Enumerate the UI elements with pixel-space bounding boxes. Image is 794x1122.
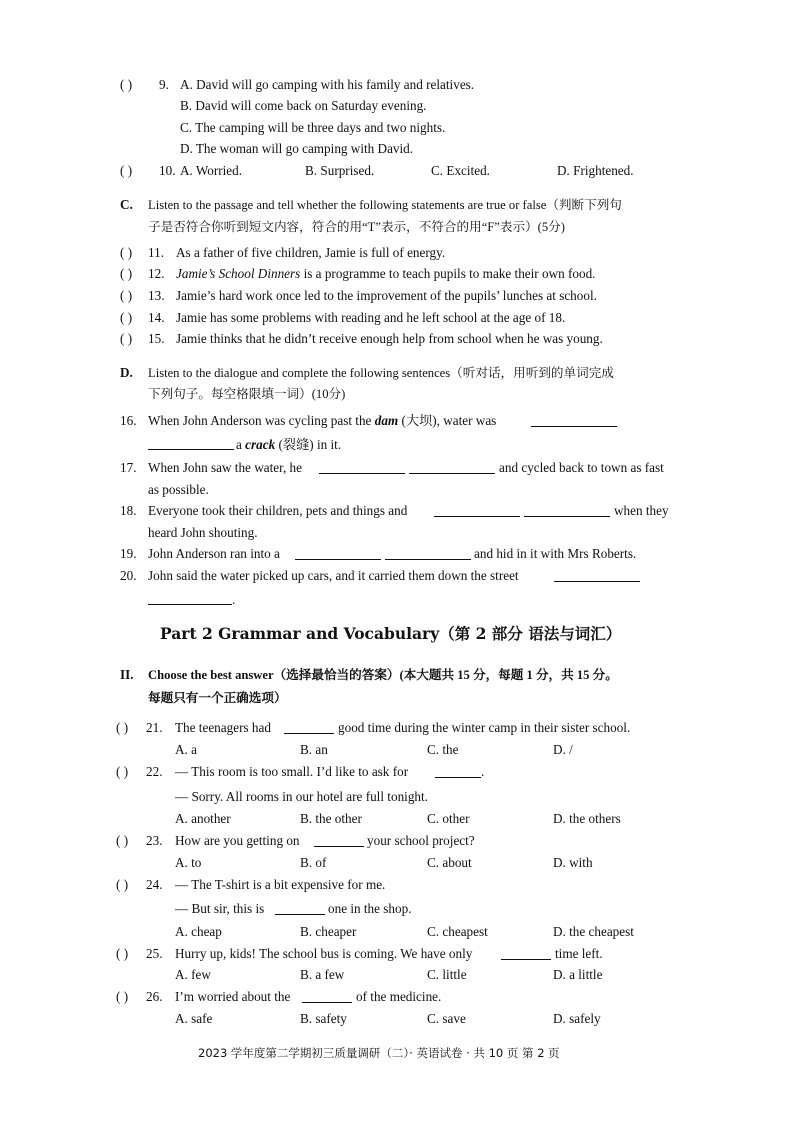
- question-number: 10.: [159, 163, 176, 178]
- statement-text: Jamie’s hard work once led to the improvement of the pupils’ lunches at school.: [176, 288, 597, 303]
- question-text: and hid in it with Mrs Roberts.: [474, 546, 637, 561]
- answer-paren[interactable]: ( ): [116, 833, 129, 848]
- question-number: 19.: [120, 546, 137, 561]
- question-number: 22.: [146, 764, 163, 779]
- option-a: A. Worried.: [180, 163, 243, 178]
- option-b: B. an: [300, 742, 328, 757]
- answer-paren[interactable]: ( ): [116, 989, 129, 1004]
- question-text: heard John shouting.: [148, 525, 258, 540]
- question-text: and cycled back to town as fast: [499, 460, 664, 475]
- question-text: — But sir, this is: [175, 901, 265, 916]
- option-d: D. The woman will go camping with David.: [180, 141, 414, 156]
- option-b: B. safety: [300, 1011, 347, 1026]
- question-text: I’m worried about the: [175, 989, 291, 1004]
- answer-paren[interactable]: ( ): [120, 310, 133, 325]
- answer-blank[interactable]: [314, 834, 364, 847]
- option-b: B. David will come back on Saturday evening.: [180, 98, 427, 113]
- option-c: C. Excited.: [431, 163, 490, 178]
- question-text: When John saw the water, he: [148, 460, 303, 475]
- answer-blank[interactable]: [524, 504, 610, 517]
- answer-paren[interactable]: ( ): [120, 331, 133, 346]
- question-text: your school project?: [367, 833, 475, 848]
- answer-blank[interactable]: [501, 947, 551, 960]
- part-title: Part 2 Grammar and Vocabulary（第 2 部分 语法与词汇）: [160, 624, 622, 643]
- text-part: (大坝), water was: [398, 413, 497, 428]
- option-d: D. with: [553, 855, 593, 870]
- question-number: 18.: [120, 503, 137, 518]
- text-part: (裂缝) in it.: [275, 437, 342, 452]
- question-text: .: [481, 764, 485, 779]
- answer-blank[interactable]: [148, 592, 232, 605]
- question-text: good time during the winter camp in their sister school.: [338, 720, 631, 735]
- question-number: 12.: [148, 266, 165, 281]
- question-text: How are you getting on: [175, 833, 300, 848]
- question-text: Hurry up, kids! The school bus is coming. We have only: [175, 946, 473, 961]
- option-a: A. a: [175, 742, 197, 757]
- section-instructions: 下列句子。每空格限填一词）(10分): [148, 387, 346, 401]
- question-number: 11.: [148, 245, 164, 260]
- option-d: D. Frightened.: [557, 163, 634, 178]
- option-b: B. of: [300, 855, 327, 870]
- answer-blank[interactable]: [295, 547, 381, 560]
- statement-text: [176, 266, 595, 282]
- statement-rest: is a programme to teach pupils to make their own food.: [300, 266, 596, 281]
- answer-blank[interactable]: [409, 461, 495, 474]
- question-text: — Sorry. All rooms in our hotel are full tonight.: [175, 789, 428, 804]
- statement-text: Jamie thinks that he didn’t receive enough help from school when he was young.: [176, 331, 603, 346]
- text-part: When John Anderson was cycling past the: [148, 413, 375, 428]
- answer-blank[interactable]: [284, 721, 334, 734]
- text-part: a: [236, 437, 246, 452]
- option-c: C. the: [427, 742, 459, 757]
- question-text: [236, 437, 341, 453]
- answer-paren[interactable]: ( ): [116, 764, 129, 779]
- question-text: when they: [614, 503, 669, 518]
- page-footer: 2023 学年度第二学期初三质量调研（二）· 英语试卷 · 共 10 页 第 2 页: [198, 1046, 560, 1060]
- answer-blank[interactable]: [435, 765, 481, 778]
- option-c: C. little: [427, 967, 467, 982]
- question-number: 16.: [120, 413, 137, 428]
- answer-blank[interactable]: [385, 547, 471, 560]
- section-instructions: Choose the best answer（选择最恰当的答案）(本大题共 15 分，每题 1 分，共 15 分。: [148, 668, 618, 682]
- question-text: of the medicine.: [356, 989, 442, 1004]
- section-label: D.: [120, 365, 133, 380]
- answer-blank[interactable]: [275, 902, 325, 915]
- programme-title: Jamie’s School Dinners: [176, 266, 301, 281]
- statement-text: As a father of five children, Jamie is full of energy.: [176, 245, 446, 260]
- answer-blank[interactable]: [148, 437, 234, 450]
- answer-paren[interactable]: ( ): [120, 163, 133, 178]
- question-text: .: [232, 592, 236, 607]
- question-number: 26.: [146, 989, 163, 1004]
- option-b: B. the other: [300, 811, 362, 826]
- question-number: 25.: [146, 946, 163, 961]
- answer-paren[interactable]: ( ): [116, 720, 129, 735]
- key-word: dam: [374, 413, 399, 428]
- question-text: The teenagers had: [175, 720, 271, 735]
- question-text: Everyone took their children, pets and things and: [148, 503, 408, 518]
- key-word: crack: [245, 437, 276, 452]
- option-a: A. David will go camping with his family and relatives.: [180, 77, 475, 92]
- option-a: A. another: [175, 811, 231, 826]
- option-b: B. a few: [300, 967, 345, 982]
- option-c: C. The camping will be three days and two nights.: [180, 120, 446, 135]
- option-c: C. save: [427, 1011, 466, 1026]
- answer-blank[interactable]: [434, 504, 520, 517]
- question-number: 15.: [148, 331, 165, 346]
- option-a: A. to: [175, 855, 202, 870]
- answer-paren[interactable]: ( ): [116, 946, 129, 961]
- option-b: B. Surprised.: [305, 163, 375, 178]
- section-label: II.: [120, 667, 134, 682]
- answer-blank[interactable]: [554, 569, 640, 582]
- option-d: D. safely: [553, 1011, 601, 1026]
- question-text: John said the water picked up cars, and it carried them down the street: [148, 568, 519, 583]
- section-instructions: 每题只有一个正确选项）: [148, 691, 287, 705]
- option-c: C. cheapest: [427, 924, 488, 939]
- option-d: D. the cheapest: [553, 924, 634, 939]
- question-number: 17.: [120, 460, 137, 475]
- section-instructions: 子是否符合你听到短文内容，符合的用“T”表示，不符合的用“F”表示）(5分): [148, 220, 565, 234]
- option-d: D. /: [553, 742, 573, 757]
- option-a: A. few: [175, 967, 211, 982]
- question-number: 24.: [146, 877, 163, 892]
- option-a: A. cheap: [175, 924, 222, 939]
- answer-paren[interactable]: ( ): [120, 266, 133, 281]
- answer-blank[interactable]: [531, 414, 617, 427]
- question-text: one in the shop.: [328, 901, 412, 916]
- answer-blank[interactable]: [302, 990, 352, 1003]
- section-label: C.: [120, 197, 133, 212]
- section-instructions: Listen to the passage and tell whether the following statements are true or false（判断下列句: [148, 198, 622, 212]
- question-number: 13.: [148, 288, 165, 303]
- answer-paren[interactable]: ( ): [120, 288, 133, 303]
- option-d: D. a little: [553, 967, 603, 982]
- question-text: time left.: [555, 946, 603, 961]
- answer-paren[interactable]: ( ): [120, 77, 133, 92]
- question-number: 9.: [159, 77, 169, 92]
- option-a: A. safe: [175, 1011, 213, 1026]
- question-text: John Anderson ran into a: [148, 546, 280, 561]
- option-b: B. cheaper: [300, 924, 357, 939]
- question-text: — The T-shirt is a bit expensive for me.: [175, 877, 386, 892]
- option-c: C. about: [427, 855, 472, 870]
- statement-text: Jamie has some problems with reading and he left school at the age of 18.: [176, 310, 566, 325]
- question-number: 23.: [146, 833, 163, 848]
- question-text: — This room is too small. I’d like to ask for: [175, 764, 409, 779]
- question-number: 21.: [146, 720, 163, 735]
- answer-blank[interactable]: [319, 461, 405, 474]
- question-text: as possible.: [148, 482, 209, 497]
- answer-paren[interactable]: ( ): [116, 877, 129, 892]
- answer-paren[interactable]: ( ): [120, 245, 133, 260]
- question-number: 20.: [120, 568, 137, 583]
- question-text: [148, 413, 496, 429]
- question-number: 14.: [148, 310, 165, 325]
- option-c: C. other: [427, 811, 470, 826]
- section-instructions: Listen to the dialogue and complete the following sentences（听对话，用听到的单词完成: [148, 366, 614, 380]
- option-d: D. the others: [553, 811, 621, 826]
